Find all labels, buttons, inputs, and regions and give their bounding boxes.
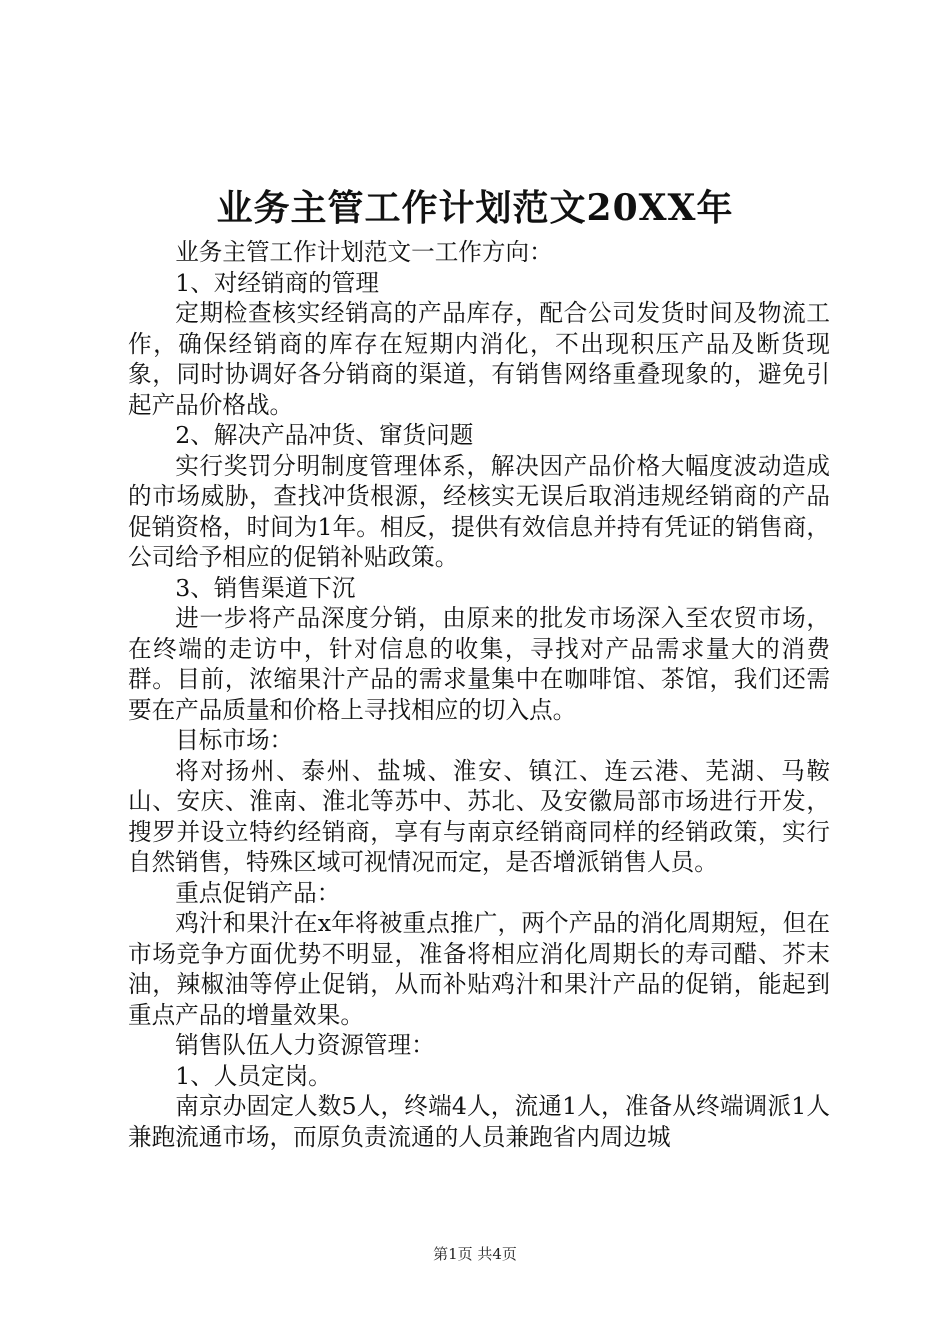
paragraph: 3、销售渠道下沉	[175, 573, 356, 602]
paragraph: 销售队伍人力资源管理：	[175, 1031, 435, 1059]
document-body	[128, 237, 830, 1152]
paragraph: 实行奖罚分明制度管理体系，解决因产品价格大幅度波动造成的市场威胁，查找冲货根源，经核实无误后取消违规经销商的产品促销资格，时间为1年。相反，提供有效信息并持有凭证的销售商，公司给予相应的促销补贴政策。	[128, 451, 830, 571]
paragraph: 将对扬州、泰州、盐城、淮安、镇江、连云港、芜湖、马鞍山、安庆、淮南、淮北等苏中、苏北、及安徽局部市场进行开发，搜罗并设立特约经销商，享有与南京经销商同样的经销政策，实行自然销售，特殊区域可视情况而定，是否增派销售人员。	[128, 756, 830, 876]
page-footer: 第1页 共4页	[433, 1245, 517, 1263]
document-title: 业务主管工作计划范文20XX年	[216, 187, 734, 229]
paragraph: 1、人员定岗。	[175, 1061, 332, 1090]
paragraph: 鸡汁和果汁在x年将被重点推广，两个产品的消化周期短，但在市场竞争方面优势不明显，准备将相应消化周期长的寿司醋、芥末油，辣椒油等停止促销，从而补贴鸡汁和果汁产品的促销，能起到重点产品的增量效果。	[128, 909, 830, 1029]
paragraph: 定期检查核实经销高的产品库存，配合公司发货时间及物流工作，确保经销商的库存在短期内消化，不出现积压产品及断货现象，同时协调好各分销商的渠道，有销售网络重叠现象的，避免引起产品价格战。	[128, 299, 830, 419]
paragraph: 南京办固定人数5人，终端4人，流通1人，准备从终端调派1人兼跑流通市场，而原负责流通的人员兼跑省内周边城	[128, 1092, 830, 1151]
paragraph: 重点促销产品：	[175, 878, 341, 907]
paragraph: 目标市场：	[175, 726, 294, 754]
paragraph: 1、对经销商的管理	[175, 268, 379, 297]
paragraph: 进一步将产品深度分销，由原来的批发市场深入至农贸市场，在终端的走访中，针对信息的收集，寻找对产品需求量大的消费群。目前，浓缩果汁产品的需求量集中在咖啡馆、茶馆，我们还需要在产品质量和价格上寻找相应的切入点。	[128, 604, 830, 724]
paragraph: 2、解决产品冲货、窜货问题	[175, 421, 474, 449]
paragraph: 业务主管工作计划范文一工作方向：	[175, 238, 553, 266]
